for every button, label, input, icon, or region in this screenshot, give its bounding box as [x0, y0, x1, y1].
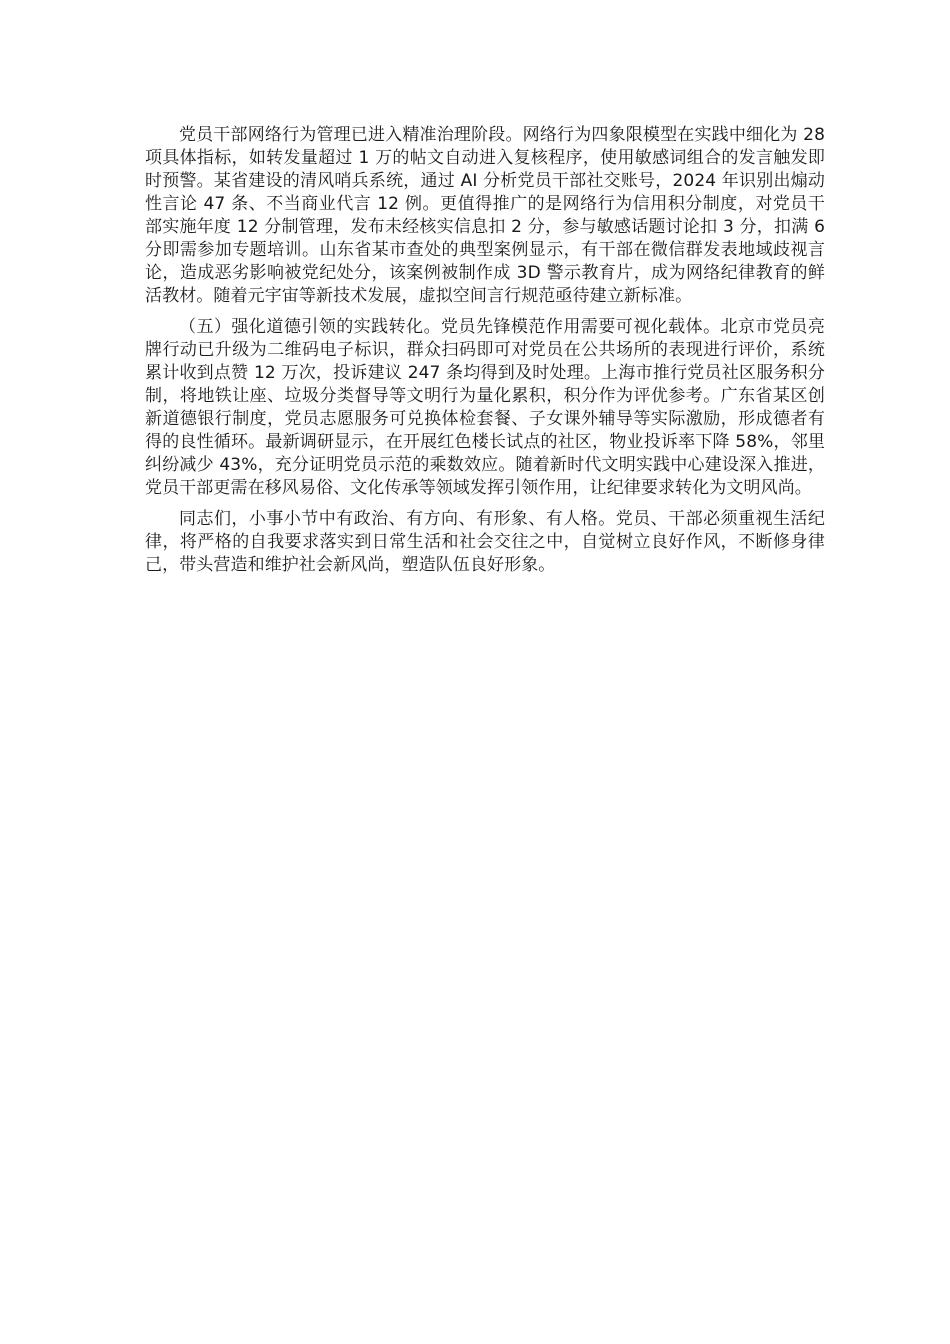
document-body — [145, 124, 825, 585]
paragraph-closing: 同志们，小事小节中有政治、有方向、有形象、有人格。党员、干部必须重视生活纪律，将严格的自我要求落实到日常生活和社会交往之中，自觉树立良好作风，不断修身律己，带头营造和维护社会新风尚，塑造队伍良好形象。 — [145, 509, 825, 575]
paragraph-moral-guidance: （五）强化道德引领的实践转化。党员先锋模范作用需要可视化载体。北京市党员亮牌行动已升级为二维码电子标识，群众扫码即可对党员在公共场所的表现进行评价，系统累计收到点赞 12 万次，投诉建议 247 条均得到及时处理。上海市推行党员社区服务积分制，将地铁让座、垃圾分类督导等文明行为量化累积，积分作为评优参考。广东省某区创新道德银行制度，党员志愿服务可兑换体检套餐、子女课外辅导等实际激励，形成德者有得的良性循环。最新调研显示，在开展红色楼长试点的社区，物业投诉率下降 58%，邻里纠纷减少 43%，充分证明党员示范的乘数效应。随着新时代文明实践中心建设深入推进，党员干部更需在移风易俗、文化传承等领域发挥引领作用，让纪律要求转化为文明风尚。 — [145, 317, 825, 498]
paragraph-network-conduct: 党员干部网络行为管理已进入精准治理阶段。网络行为四象限模型在实践中细化为 28 项具体指标，如转发量超过 1 万的帖文自动进入复核程序，使用敏感词组合的发言触发即时预警。某省建设的清风哨兵系统，通过 AI 分析党员干部社交账号，2024 年识别出煽动性言论 47 条、不当商业代言 12 例。更值得推广的是网络行为信用积分制度，对党员干部实施年度 12 分制管理，发布未经核实信息扣 2 分，参与敏感话题讨论扣 3 分，扣满 6 分即需参加专题培训。山东省某市查处的典型案例显示，有干部在微信群发表地域歧视言论，造成恶劣影响被党纪处分，该案例被制作成 3D 警示教育片，成为网络纪律教育的鲜活教材。随着元宇宙等新技术发展，虚拟空间言行规范亟待建立新标准。 — [145, 125, 825, 306]
